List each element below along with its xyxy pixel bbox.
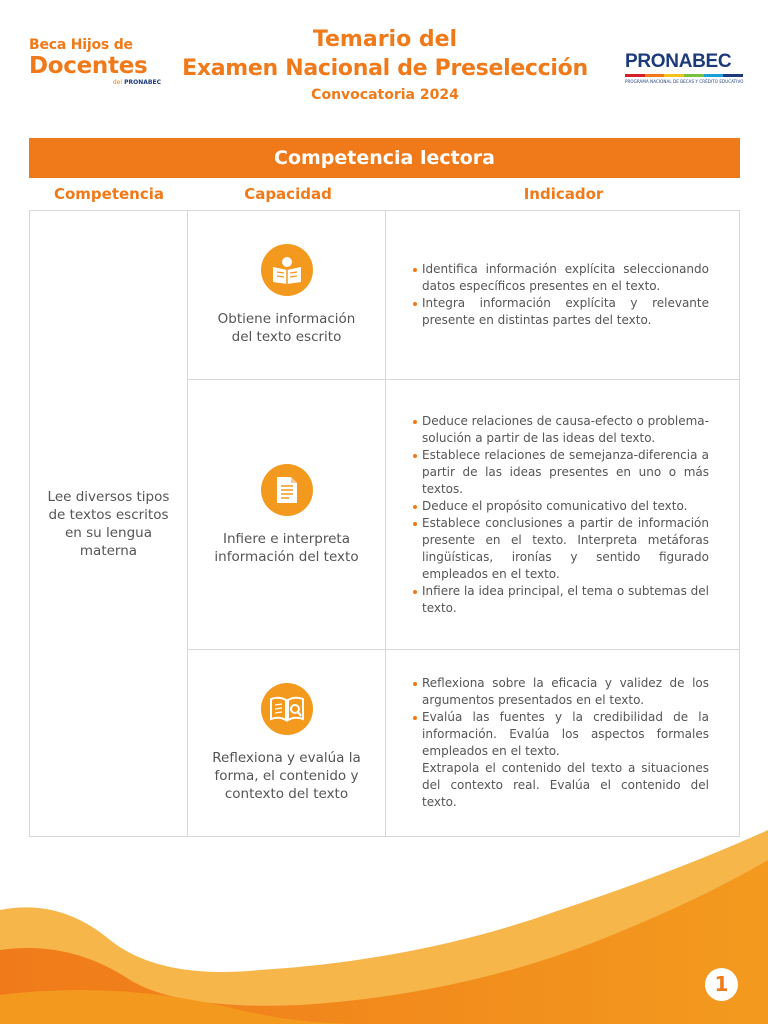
indicator-item: Identifica información explícita seleccionando datos específicos presentes en el texto. <box>412 261 709 295</box>
capacidad-cell <box>188 380 386 649</box>
logo-line-3-brand: PRONABEC <box>124 79 161 86</box>
table-header-row <box>29 178 740 211</box>
open-book-magnifier-icon <box>261 683 313 735</box>
capacidad-cell <box>188 211 386 379</box>
competency-table <box>29 138 740 837</box>
capacidad-label: Obtiene información del texto escrito <box>217 311 356 345</box>
indicador-cell <box>386 211 739 379</box>
logo-line-3 <box>29 79 169 87</box>
indicator-item: Extrapola el contenido del texto a situaciones del contexto real. Evalúa el contenido del texto. <box>422 761 709 809</box>
table-row <box>188 211 739 380</box>
title-line-1: Temario del <box>312 27 458 52</box>
capacidad-label: Infiere e interpreta información del texto <box>214 530 359 565</box>
logo-line-2: Docentes <box>29 53 148 79</box>
pronabec-wordmark: PRONABEC <box>625 51 732 72</box>
reading-person-icon <box>261 244 313 296</box>
logo-line-1: Beca Hijos de <box>29 37 133 53</box>
indicator-item: Deduce relaciones de causa-efecto o problema-solución a partir de las ideas del texto. <box>412 413 709 447</box>
footer-wave-decoration <box>0 820 768 1024</box>
table-banner: Competencia lectora <box>29 138 740 178</box>
title-line-3: Convocatoria 2024 <box>311 87 459 103</box>
indicator-item: Reflexiona sobre la eficacia y validez de los argumentos presentados en el texto. <box>412 675 709 709</box>
competencia-cell <box>30 211 188 836</box>
indicador-cell <box>386 380 739 649</box>
column-header-indicador: Indicador <box>523 185 604 203</box>
column-header-capacidad: Capacidad <box>244 185 332 203</box>
pronabec-logo <box>625 51 745 84</box>
beca-hijos-docentes-logo <box>29 37 169 87</box>
pronabec-subtitle: PROGRAMA NACIONAL DE BECAS Y CRÉDITO EDUCATIVO <box>625 79 744 84</box>
logo-line-3-prefix: del <box>112 79 123 86</box>
competencia-text: Lee diversos tipos de textos escritos en su lengua materna <box>47 488 170 559</box>
capacity-rows <box>188 211 739 836</box>
table-row <box>188 380 739 650</box>
column-header-competencia: Competencia <box>53 185 165 203</box>
title-line-2: Examen Nacional de Preselección <box>182 56 588 81</box>
table-body <box>29 211 740 837</box>
indicator-item: Deduce el propósito comunicativo del texto. <box>412 498 709 515</box>
indicador-cell <box>386 650 739 836</box>
capacidad-cell <box>188 650 386 836</box>
indicator-item: Evalúa las fuentes y la credibilidad de la información. Evalúa los aspectos formales empleados en el texto. <box>412 709 709 760</box>
indicator-item: Integra información explícita y relevante presente en distintas partes del texto. <box>412 295 709 329</box>
table-row <box>188 650 739 836</box>
indicator-item: Establece relaciones de semejanza-diferencia a partir de las ideas presentes en uno o más textos. <box>412 447 709 498</box>
document-icon <box>261 464 313 516</box>
capacidad-label: Reflexiona y evalúa la forma, el contenido y contexto del texto <box>212 750 361 802</box>
page-number: 1 <box>705 968 738 1001</box>
page-title <box>170 25 600 107</box>
indicator-item: Infiere la idea principal, el tema o subtemas del texto. <box>412 583 709 617</box>
indicator-item: Establece conclusiones a partir de información presente en el texto. Interpreta metáforas lingüísticas, ironías y sentido figurado empleados en el texto. <box>412 515 709 583</box>
pronabec-color-bar <box>625 74 743 77</box>
